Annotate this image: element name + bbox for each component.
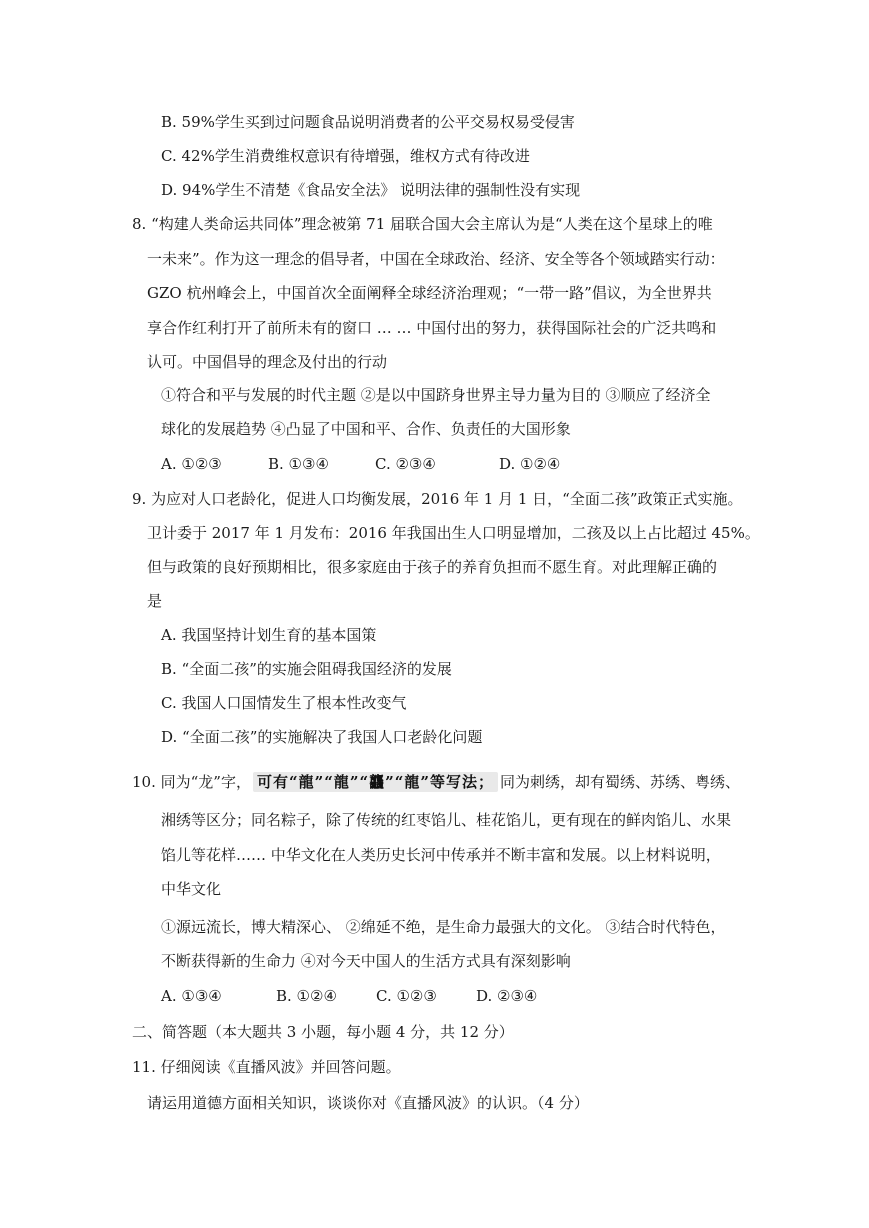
q9-option-d: D. “全面二孩”的实施解决了我国人口老龄化问题 [161,728,483,746]
q10-options [161,986,537,1006]
q8-option-c: C. ②③④ [375,455,436,473]
q10-stem-line-1 [132,772,740,792]
q9-stem-line-1: 9. 为应对人口老龄化，促进人口均衡发展，2016 年 1 月 1 日，“全面二孩”政策正式实施。 [132,490,743,508]
q10-stem-line-2: 湘绣等区分；同名粽子，除了传统的红枣馅儿、桂花馅儿，更有现在的鲜肉馅儿、水果 [161,811,732,829]
q7-option-d: D. 94%学生不清楚《食品安全法》 说明法律的强制性没有实现 [161,181,581,199]
q10-stem-start: 10. 同为“龙”字， [132,773,251,791]
q8-option-a: A. ①②③ [161,455,222,473]
q8-stem-line-5: 认可。中国倡导的理念及付出的行动 [147,353,388,371]
q8-statements-line-1: ①符合和平与发展的时代主题 ②是以中国跻身世界主导力量为目的 ③顺应了经济全 [161,386,711,404]
q8-stem-line-2: 一未来”。作为这一理念的倡导者，中国在全球政治、经济、安全等各个领域踏实行动： [147,250,725,268]
q10-option-d: D. ②③④ [476,987,538,1005]
q10-statements-line-1: ①源远流长，博大精深心、 ②绵延不绝，是生命力最强大的文化。 ③结合时代特色， [161,918,726,936]
q10-stem-end: 同为刺绣，却有蜀绣、苏绣、粤绣、 [500,773,741,791]
q8-stem-line-4: 享合作红利打开了前所未有的窗口 … … 中国付出的努力，获得国际社会的广泛共鸣和 [147,319,717,337]
q9-option-c: C. 我国人口国情发生了根本性改变气 [161,694,407,712]
q9-stem-line-3: 但与政策的良好预期相比，很多家庭由于孩子的养育负担而不愿生育。对此理解正确的 [147,558,718,576]
q9-option-b: B. “全面二孩”的实施会阻碍我国经济的发展 [161,660,452,678]
q10-option-a: A. ①③④ [161,987,222,1005]
section-heading: 二、简答题（本大题共 3 小题，每小题 4 分，共 12 分） [132,1023,514,1041]
q10-option-c: C. ①②③ [376,987,437,1005]
q7-option-c: C. 42%学生消费维权意识有待增强，维权方式有待改进 [161,147,530,165]
q8-option-b: B. ①③④ [268,455,329,473]
q11-stem-line-2: 请运用道德方面相关知识，谈谈你对《直播风波》的认识。（4 分） [147,1094,589,1112]
q8-stem-line-3: GZO 杭州峰会上，中国首次全面阐释全球经济治理观；“一带一路”倡议，为全世界共 [147,284,712,302]
q9-stem-line-4: 是 [147,592,163,610]
q10-statements-line-2: 不断获得新的生命力 ④对今天中国人的生活方式具有深刻影响 [161,952,571,970]
q10-stem-line-3: 馅儿等花样…… 中华文化在人类历史长河中传承并不断丰富和发展。以上材料说明， [161,846,721,864]
dragon-variants-image: 可有“龍”“龍”“龘”“龍”等写法； [253,772,498,792]
q10-option-b: B. ①②④ [276,987,337,1005]
q11-stem-line-1: 11. 仔细阅读《直播风波》并回答问题。 [132,1058,401,1076]
q9-stem-line-2: 卫计委于 2017 年 1 月发布：2016 年我国出生人口明显增加，二孩及以上占比超过 45%。 [147,524,760,542]
q8-option-d: D. ①②④ [499,455,561,473]
q10-stem-line-4: 中华文化 [161,880,222,898]
q9-option-a: A. 我国坚持计划生育的基本国策 [161,626,377,644]
q8-statements-line-2: 球化的发展趋势 ④凸显了中国和平、合作、负责任的大国形象 [161,420,571,438]
q8-stem-line-1: 8. “构建人类命运共同体”理念被第 71 届联合国大会主席认为是“人类在这个星球上的唯 [132,215,713,233]
q7-option-b: B. 59%学生买到过问题食品说明消费者的公平交易权易受侵害 [161,113,575,131]
q8-options [161,454,560,474]
